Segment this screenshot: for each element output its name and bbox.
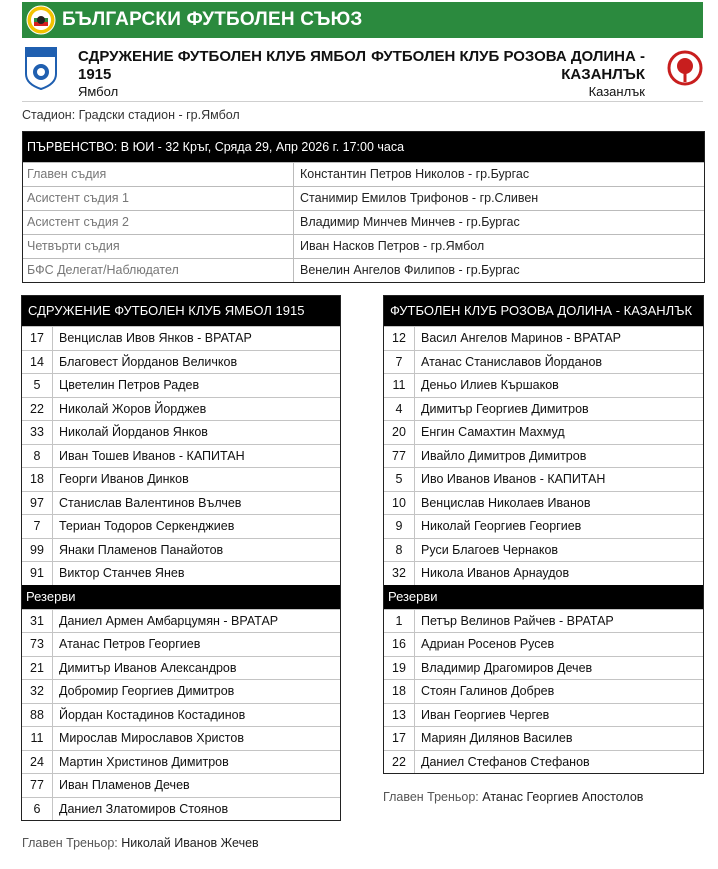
player-number: 21 xyxy=(22,657,53,680)
player-number: 24 xyxy=(22,751,53,774)
player-name: Благовест Йорданов Величков xyxy=(59,354,238,369)
player-number: 18 xyxy=(22,468,53,491)
player-number: 31 xyxy=(22,610,53,633)
player-number: 9 xyxy=(384,515,415,538)
player-name: Николай Георгиев Георгиев xyxy=(421,519,582,533)
bfs-logo-icon xyxy=(26,5,56,35)
player-number: 22 xyxy=(22,398,53,421)
player-name: Петър Велинов Райчев - ВРАТАР xyxy=(421,613,614,628)
official-role: Главен съдия xyxy=(23,163,294,186)
player-number: 19 xyxy=(384,657,415,680)
player-row xyxy=(384,538,703,562)
player-number: 8 xyxy=(384,539,415,562)
player-row xyxy=(22,632,340,656)
player-row xyxy=(384,326,703,350)
player-row xyxy=(22,797,340,821)
official-role: Асистент съдия 1 xyxy=(23,187,294,210)
official-name: Владимир Минчев Минчев - гр.Бургас xyxy=(300,215,520,229)
player-row xyxy=(22,491,340,515)
player-name: Виктор Станчев Янев xyxy=(59,566,185,580)
player-row xyxy=(22,703,340,727)
player-number: 32 xyxy=(22,680,53,703)
federation-title: БЪЛГАРСКИ ФУТБОЛЕН СЪЮЗ xyxy=(62,9,363,30)
player-number: 14 xyxy=(22,351,53,374)
away-lineup-title: ФУТБОЛЕН КЛУБ РОЗОВА ДОЛИНА - КАЗАНЛЪК xyxy=(384,296,703,326)
player-number: 6 xyxy=(22,798,53,821)
player-row xyxy=(384,350,703,374)
player-row xyxy=(22,773,340,797)
home-team-name: СДРУЖЕНИЕ ФУТБОЛЕН КЛУБ ЯМБОЛ 1915 xyxy=(78,48,366,83)
player-row xyxy=(22,326,340,350)
player-name: Васил Ангелов Маринов - ВРАТАР xyxy=(421,331,621,345)
player-number: 4 xyxy=(384,398,415,421)
home-reserves-header: Резерви xyxy=(22,585,340,609)
player-name: Атанас Станиславов Йорданов xyxy=(421,354,603,369)
player-name: Даниел Стефанов Стефанов xyxy=(421,754,590,769)
home-coach-label: Главен Треньор: xyxy=(22,836,118,850)
player-number: 5 xyxy=(22,374,53,397)
player-row xyxy=(384,632,703,656)
player-row xyxy=(384,609,703,633)
player-row xyxy=(384,703,703,727)
player-number: 91 xyxy=(22,562,53,585)
player-row xyxy=(22,656,340,680)
player-number: 77 xyxy=(22,774,53,797)
player-number: 99 xyxy=(22,539,53,562)
official-name: Иван Насков Петров - гр.Ямбол xyxy=(300,239,485,253)
player-name: Иво Иванов Иванов - КАПИТАН xyxy=(421,472,606,486)
away-team-city: Казанлък xyxy=(588,84,645,99)
player-row xyxy=(22,420,340,444)
official-row xyxy=(23,186,704,210)
player-row xyxy=(384,444,703,468)
player-row xyxy=(22,679,340,703)
officials-table xyxy=(22,131,705,283)
player-name: Димитър Иванов Александров xyxy=(59,660,237,675)
player-row xyxy=(384,397,703,421)
federation-header-bar xyxy=(22,2,703,38)
home-team-crest-icon xyxy=(24,46,58,90)
player-row xyxy=(384,750,703,774)
home-team-city: Ямбол xyxy=(78,84,119,99)
player-name: Добромир Георгиев Димитров xyxy=(59,684,235,698)
player-name: Деньо Илиев Кършаков xyxy=(421,378,559,392)
match-info: ПЪРВЕНСТВО: В ЮИ - 32 Кръг, Сряда 29, Апр 2026 г. 17:00 часа xyxy=(23,132,704,162)
player-name: Мирослав Мирославов Христов xyxy=(59,731,244,745)
player-name: Станислав Валентинов Вълчев xyxy=(59,495,242,510)
player-name: Йордан Костадинов Костадинов xyxy=(59,707,246,722)
player-number: 1 xyxy=(384,610,415,633)
player-number: 13 xyxy=(384,704,415,727)
player-name: Даниел Армен Амбарцумян - ВРАТАР xyxy=(59,613,279,628)
player-row xyxy=(22,444,340,468)
player-number: 18 xyxy=(384,680,415,703)
away-coach-label: Главен Треньор: xyxy=(383,790,479,804)
player-row xyxy=(22,538,340,562)
official-row xyxy=(23,258,704,282)
official-name: Константин Петров Николов - гр.Бургас xyxy=(300,167,530,181)
player-number: 8 xyxy=(22,445,53,468)
player-number: 16 xyxy=(384,633,415,656)
player-row xyxy=(22,726,340,750)
home-lineup-table xyxy=(21,295,341,821)
player-name: Иван Тошев Иванов - КАПИТАН xyxy=(59,448,245,463)
player-number: 17 xyxy=(384,727,415,750)
player-row xyxy=(384,467,703,491)
away-lineup-table xyxy=(383,295,704,774)
player-name: Владимир Драгомиров Дечев xyxy=(421,660,593,675)
player-name: Николай Йорданов Янков xyxy=(59,425,208,439)
player-name: Мартин Христинов Димитров xyxy=(59,754,229,769)
official-name: Венелин Ангелов Филипов - гр.Бургас xyxy=(300,263,520,277)
away-reserves-header: Резерви xyxy=(384,585,703,609)
player-name: Венцислав Ивов Янков - ВРАТАР xyxy=(59,331,252,345)
player-row xyxy=(22,609,340,633)
home-coach xyxy=(22,836,259,850)
player-number: 22 xyxy=(384,751,415,774)
player-row xyxy=(22,561,340,585)
player-name: Ивайло Димитров Димитров xyxy=(421,448,587,463)
player-row xyxy=(384,726,703,750)
player-row xyxy=(22,350,340,374)
player-name: Никола Иванов Арнаудов xyxy=(421,566,570,580)
official-row xyxy=(23,234,704,258)
player-name: Янаки Пламенов Панайотов xyxy=(59,542,224,557)
player-number: 88 xyxy=(22,704,53,727)
player-number: 10 xyxy=(384,492,415,515)
player-number: 12 xyxy=(384,327,415,350)
player-name: Георги Иванов Динков xyxy=(59,472,189,486)
player-number: 17 xyxy=(22,327,53,350)
player-name: Стоян Галинов Добрев xyxy=(421,684,555,698)
player-number: 33 xyxy=(22,421,53,444)
player-name: Цветелин Петров Радев xyxy=(59,378,200,392)
away-coach xyxy=(383,790,643,804)
player-name: Иван Георгиев Чергев xyxy=(421,707,550,722)
player-name: Венцислав Николаев Иванов xyxy=(421,495,591,510)
player-number: 7 xyxy=(384,351,415,374)
stadium-info: Стадион: Градски стадион - гр.Ямбол xyxy=(22,108,240,122)
player-row xyxy=(22,397,340,421)
official-name: Станимир Емилов Трифонов - гр.Сливен xyxy=(300,191,539,205)
official-row xyxy=(23,210,704,234)
match-header xyxy=(22,40,703,100)
player-name: Димитър Георгиев Димитров xyxy=(421,401,589,416)
player-row xyxy=(384,561,703,585)
player-row xyxy=(384,679,703,703)
away-coach-name: Атанас Георгиев Апостолов xyxy=(482,790,644,804)
player-number: 7 xyxy=(22,515,53,538)
player-row xyxy=(384,491,703,515)
player-number: 11 xyxy=(384,374,415,397)
player-name: Мариян Дилянов Василев xyxy=(421,731,573,745)
player-name: Даниел Златомиров Стоянов xyxy=(59,801,229,816)
home-coach-name: Николай Иванов Жечев xyxy=(121,836,259,850)
official-row xyxy=(23,162,704,186)
player-name: Енгин Самахтин Махмуд xyxy=(421,425,565,439)
home-lineup-title: СДРУЖЕНИЕ ФУТБОЛЕН КЛУБ ЯМБОЛ 1915 xyxy=(22,296,340,326)
player-row xyxy=(384,656,703,680)
player-name: Адриан Росенов Русев xyxy=(421,637,555,651)
official-role: БФС Делегат/Наблюдател xyxy=(23,259,294,282)
header-divider xyxy=(22,101,703,102)
player-number: 77 xyxy=(384,445,415,468)
player-name: Николай Жоров Йорджев xyxy=(59,401,207,416)
player-name: Руси Благоев Чернаков xyxy=(421,542,559,557)
player-number: 11 xyxy=(22,727,53,750)
player-row xyxy=(22,514,340,538)
player-row xyxy=(384,514,703,538)
player-row xyxy=(384,420,703,444)
player-number: 97 xyxy=(22,492,53,515)
player-row xyxy=(22,373,340,397)
official-role: Асистент съдия 2 xyxy=(23,211,294,234)
player-number: 32 xyxy=(384,562,415,585)
player-row xyxy=(22,467,340,491)
player-row xyxy=(384,373,703,397)
player-name: Иван Пламенов Дечев xyxy=(59,778,190,792)
away-team-crest-icon xyxy=(667,46,703,90)
official-role: Четвърти съдия xyxy=(23,235,294,258)
player-number: 73 xyxy=(22,633,53,656)
player-number: 5 xyxy=(384,468,415,491)
player-number: 20 xyxy=(384,421,415,444)
player-name: Атанас Петров Георгиев xyxy=(59,637,201,651)
player-name: Териан Тодоров Серкенджиев xyxy=(59,519,235,533)
player-row xyxy=(22,750,340,774)
away-team-name: ФУТБОЛЕН КЛУБ РОЗОВА ДОЛИНА - КАЗАНЛЪК xyxy=(371,48,645,83)
